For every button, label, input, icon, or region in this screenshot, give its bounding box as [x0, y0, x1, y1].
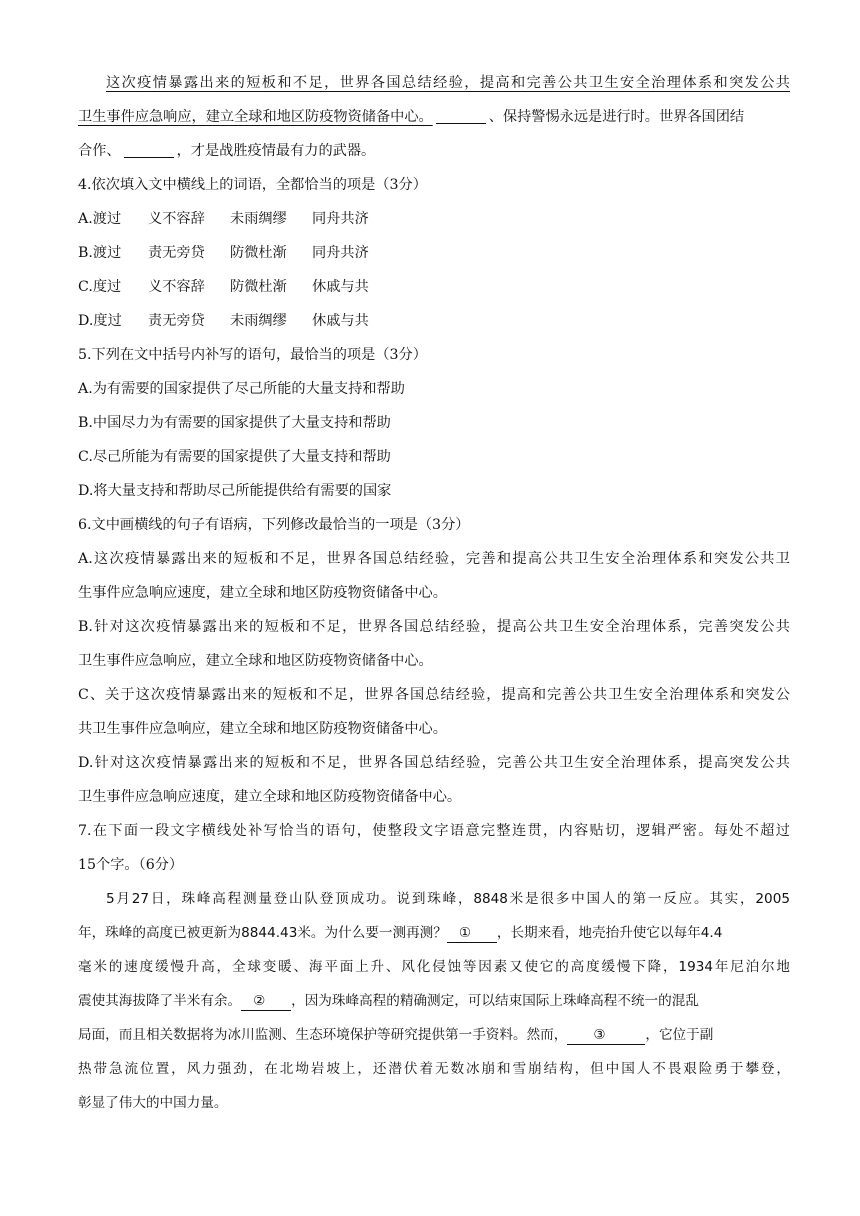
question-7-stem-line-1: 7.在下面一段文字横线处补写恰当的语句，使整段文字语意完整连贯，内容贴切，逻辑严密。每处不超过	[78, 823, 790, 839]
option-word: 防微杜渐	[230, 279, 287, 295]
passage-line-7: 彰显了伟大的中国力量。	[78, 1095, 228, 1111]
paragraph-text: 合作、	[78, 143, 121, 159]
option-word: 未雨绸缪	[230, 211, 287, 227]
answer-blank-1: ①	[447, 924, 497, 943]
question-6-option-a-line-2: 生事件应急响应速度，建立全球和地区防疫物资储备中心。	[78, 585, 447, 601]
passage-line-1: 5月27日，珠峰高程测量登山队登顶成功。说到珠峰，8848米是很多中国人的第一反应。其实，2005	[106, 891, 790, 907]
question-6-stem: 6.文中画横线的句子有语病，下列修改最恰当的一项是（3分）	[78, 517, 470, 533]
passage-line-6: 热带急流位置，风力强劲，在北坳岩坡上，还潜伏着无数冰崩和雪崩结构，但中国人不畏艰险勇于攀登，	[78, 1061, 790, 1077]
paragraph-line-3	[78, 134, 790, 168]
option-label: C.度过	[78, 279, 122, 295]
option-word: 同舟共济	[312, 245, 369, 261]
option-word: 休戚与共	[312, 313, 369, 329]
question-4-option-c	[78, 270, 790, 304]
paragraph-line-2	[78, 100, 790, 134]
passage-text: 震使其海拔降了半米有余。	[78, 993, 242, 1009]
option-word: 未雨绸缪	[230, 313, 287, 329]
option-word: 责无旁贷	[148, 313, 205, 329]
option-word: 休戚与共	[312, 279, 369, 295]
passage-line-4	[78, 984, 790, 1018]
passage-text: 年，珠峰的高度已被更新为8844.43米。为什么要一测再测？	[78, 925, 447, 941]
question-5-option-a: A.为有需要的国家提供了尽己所能的大量支持和帮助	[78, 381, 405, 397]
passage-text: 局面，而且相关数据将为冰川监测、生态环境保护等研究提供第一手资料。然而，	[78, 1027, 568, 1043]
passage-line-3: 毫米的速度缓慢升高，全球变暖、海平面上升、风化侵蚀等因素又使它的高度缓慢下降，1934年尼泊尔地	[78, 959, 790, 975]
question-7-stem-line-2: 15个字。（6分）	[78, 857, 184, 873]
question-4-option-b	[78, 236, 790, 270]
option-label: D.度过	[78, 313, 122, 329]
fill-blank	[124, 141, 174, 158]
answer-blank-2: ②	[241, 992, 291, 1011]
question-5-option-b: B.中国尽力为有需要的国家提供了大量支持和帮助	[78, 415, 391, 431]
question-5-option-d: D.将大量支持和帮助尽己所能提供给有需要的国家	[78, 483, 392, 499]
passage-text: ，因为珠峰高程的精确测定，可以结束国际上珠峰高程不统一的混乱	[291, 993, 699, 1009]
question-5-option-c: C.尽己所能为有需要的国家提供了大量支持和帮助	[78, 449, 391, 465]
question-5-stem: 5.下列在文中括号内补写的语句，最恰当的项是（3分）	[78, 347, 427, 363]
option-label: A.渡过	[78, 211, 122, 227]
underlined-sentence-line-1: 这次疫情暴露出来的短板和不足，世界各国总结经验，提高和完善公共卫生安全治理体系和突发公共	[106, 75, 790, 91]
passage-line-5	[78, 1018, 790, 1052]
option-word: 义不容辞	[148, 279, 205, 295]
question-6-option-a-line-1: A.这次疫情暴露出来的短板和不足，世界各国总结经验，完善和提高公共卫生安全治理体系和突发公共卫	[78, 551, 790, 567]
question-6-option-c-line-2: 共卫生事件应急响应，建立全球和地区防疫物资储备中心。	[78, 721, 447, 737]
question-6-option-d-line-1: D.针对这次疫情暴露出来的短板和不足，世界各国总结经验，完善公共卫生安全治理体系，提高突发公共	[78, 755, 790, 771]
question-4-option-a	[78, 202, 790, 236]
question-6-option-b-line-1: B.针对这次疫情暴露出来的短板和不足，世界各国总结经验，提高公共卫生安全治理体系，完善突发公共	[78, 619, 790, 635]
question-6-option-d-line-2: 卫生事件应急响应速度，建立全球和地区防疫物资储备中心。	[78, 789, 462, 805]
passage-text: ，它位于副	[645, 1027, 714, 1043]
question-6-option-b-line-2: 卫生事件应急响应，建立全球和地区防疫物资储备中心。	[78, 653, 433, 669]
option-word: 责无旁贷	[148, 245, 205, 261]
passage-text: ，长期来看，地壳抬升使它以每年4.4	[496, 925, 723, 941]
option-label: B.渡过	[78, 245, 122, 261]
option-word: 同舟共济	[312, 211, 369, 227]
underlined-sentence-line-2: 卫生事件应急响应，建立全球和地区防疫物资储备中心。	[78, 109, 433, 125]
answer-blank-3: ③	[567, 1026, 645, 1045]
option-word: 义不容辞	[148, 211, 205, 227]
passage-line-2	[78, 916, 790, 950]
question-4-stem: 4.依次填入文中横线上的词语，全都恰当的项是（3分）	[78, 177, 427, 193]
paragraph-text: ，才是战胜疫情最有力的武器。	[176, 143, 376, 159]
paragraph-text: 、保持警惕永远是进行时。世界各国团结	[488, 109, 745, 125]
question-4-option-d	[78, 304, 790, 338]
option-word: 防微杜渐	[230, 245, 287, 261]
fill-blank	[436, 107, 486, 124]
question-6-option-c-line-1: C、关于这次疫情暴露出来的短板和不足，世界各国总结经验，提高和完善公共卫生安全治理体系和突发公	[78, 687, 790, 703]
